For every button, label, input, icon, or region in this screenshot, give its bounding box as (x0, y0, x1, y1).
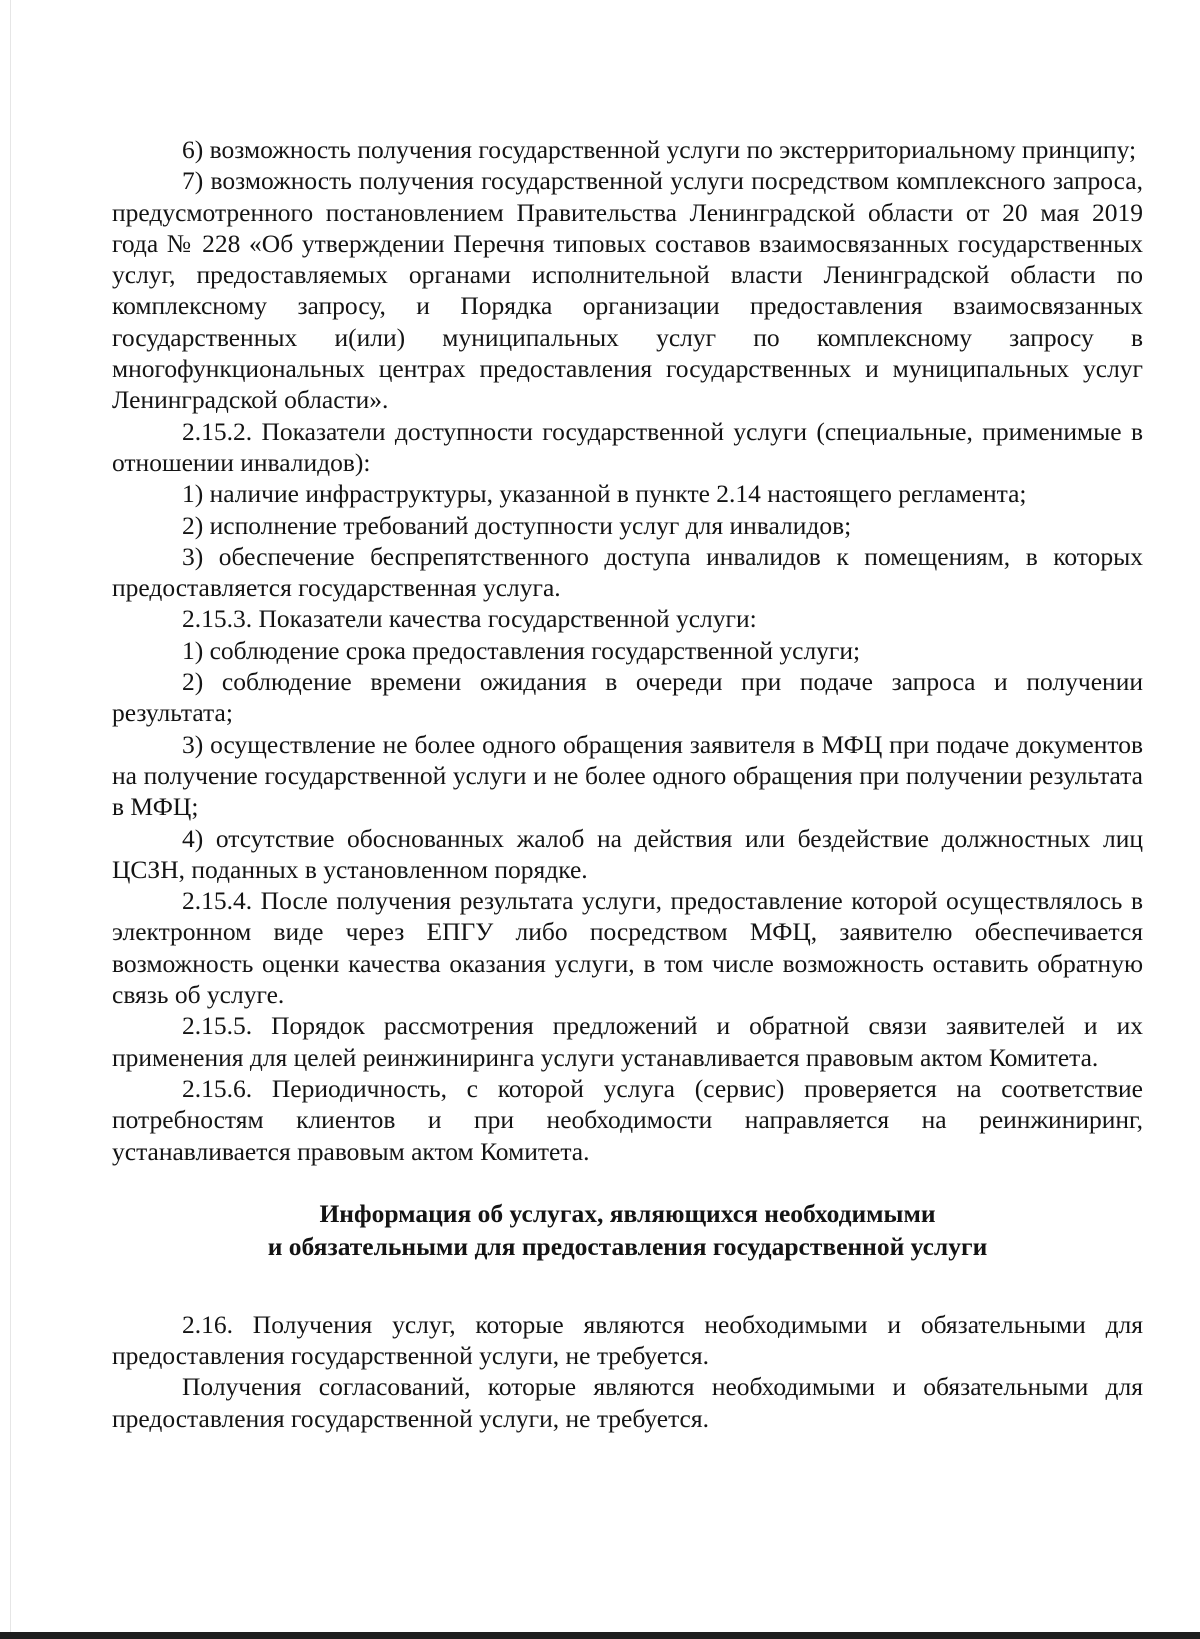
paragraph-2-15-3: 2.15.3. Показатели качества государственной услуги: (182, 604, 757, 634)
paragraph-2-15-3-item-3: 3) осуществление не более одного обращения заявителя в МФЦ при подаче документов на получение государственной услуги и не более одного обращения при получении результата в МФЦ; (112, 729, 1143, 822)
paragraph-2-16: 2.16. Получения услуг, которые являются необходимыми и обязательными для предоставления государственной услуги, не требуется. (112, 1309, 1143, 1371)
section-heading-line-2: и обязательными для предоставления государственной услуги (267, 1231, 988, 1261)
document-page (112, 134, 1143, 1434)
paragraph-2-15-2-item-3: 3) обеспечение беспрепятственного доступа инвалидов к помещениям, в которых предоставляется государственная услуга. (112, 541, 1143, 603)
paragraph-2-15-4: 2.15.4. После получения результата услуги, предоставление которой осуществлялось в электронном виде через ЕПГУ либо посредством МФЦ, заявителю обеспечивается возможность оценки качества оказания услуги, в том числе возможность оставить обратную связь об услуге. (112, 886, 1143, 1010)
paragraph-2-15-6: 2.15.6. Периодичность, с которой услуга (сервис) проверяется на соответствие потребностям клиентов и при необходимости направляется на реинжиниринг, устанавливается правовым актом Комитета. (112, 1073, 1143, 1166)
paragraph-2-15-2-item-1: 1) наличие инфраструктуры, указанной в пункте 2.14 настоящего регламента; (182, 479, 1027, 509)
scan-edge-bottom (0, 1632, 1200, 1639)
paragraph-approvals: Получения согласований, которые являются необходимыми и обязательными для предоставления государственной услуги, не требуется. (112, 1372, 1143, 1433)
paragraph-2-15-3-item-1: 1) соблюдение срока предоставления государственной услуги; (182, 635, 861, 665)
section-heading (112, 1197, 1143, 1263)
paragraph-item-6: 6) возможность получения государственной услуги по экстерриториальному принципу; (182, 135, 1137, 164)
section-heading-line-1: Информация об услугах, являющихся необходимыми (319, 1198, 936, 1228)
paragraph-2-15-3-item-4: 4) отсутствие обоснованных жалоб на действия или бездействие должностных лиц ЦСЗН, поданных в установленном порядке. (112, 823, 1143, 884)
scan-edge-left (10, 0, 11, 1639)
paragraph-2-15-2-item-2: 2) исполнение требований доступности услуг для инвалидов; (182, 510, 852, 540)
paragraph-2-15-2: 2.15.2. Показатели доступности государственной услуги (специальные, применимые в отношении инвалидов): (112, 416, 1143, 477)
paragraph-item-7: 7) возможность получения государственной услуги посредством комплексного запроса, предусмотренного постановлением Правительства Ленинградской области от 20 мая 2019 года № 228 «Об утверждении Перечня типовых составов взаимосвязанных государственных услуг, предоставляемых органами исполнительной власти Ленинградской области по комплексному запросу, и Порядка организации предоставления взаимосвязанных государственных и(или) муниципальных услуг по комплексному запросу в многофункциональных центрах предоставления государственных и муниципальных услуг Ленинградской области». (112, 166, 1143, 415)
paragraph-2-15-5: 2.15.5. Порядок рассмотрения предложений и обратной связи заявителей и их применения для целей реинжиниринга услуги устанавливается правовым актом Комитета. (112, 1011, 1143, 1072)
paragraph-2-15-3-item-2: 2) соблюдение времени ожидания в очереди при подаче запроса и получении результата; (112, 667, 1143, 728)
